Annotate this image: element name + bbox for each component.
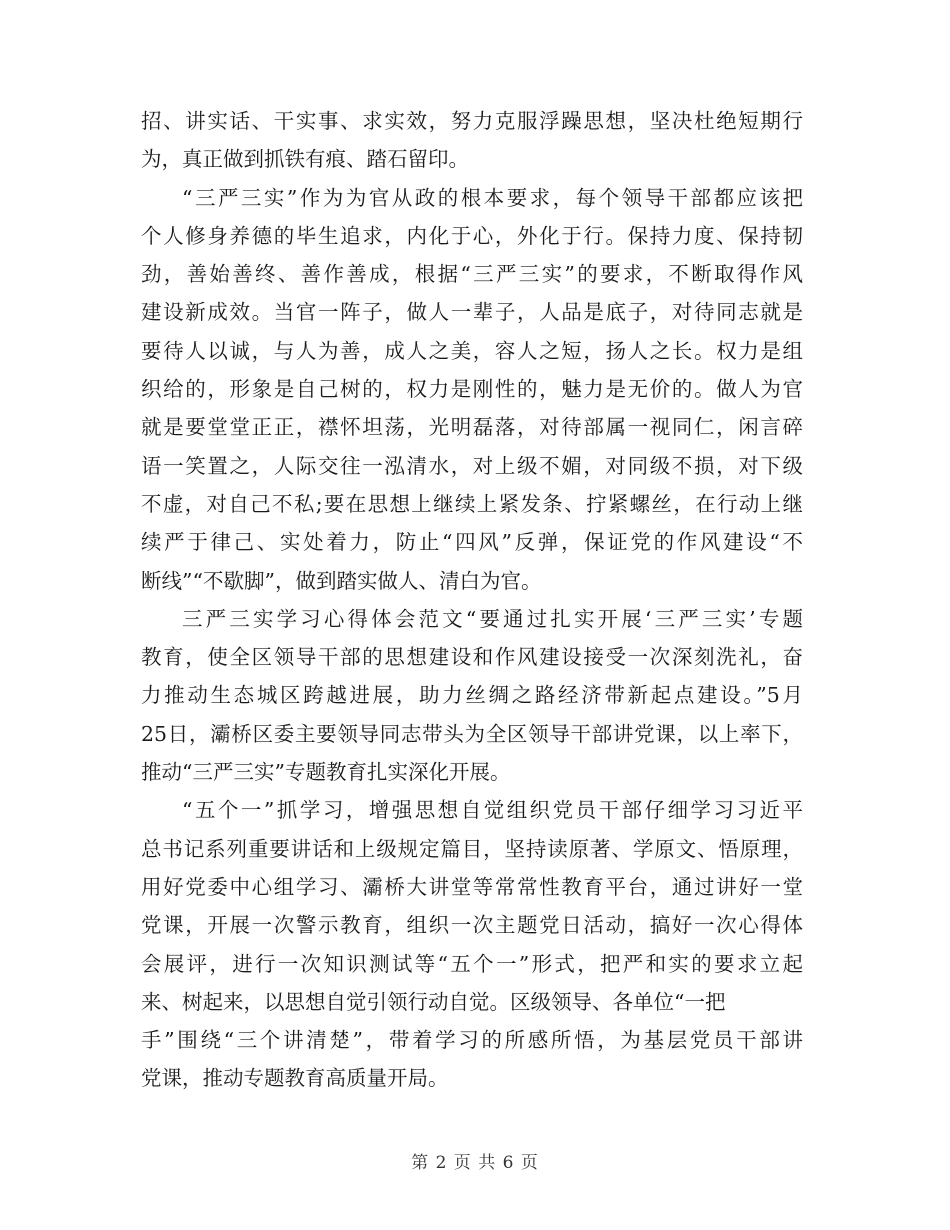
text-line: 语一笑置之，人际交往一泓清水，对上级不媚，对同级不损，对下级 [141,453,803,478]
text-line: 续严于律己、实处着力，防止“四风”反弹，保证党的作风建设“不 [141,530,803,555]
text-line: 来、树起来，以思想自觉引领行动自觉。区级领导、各单位“一把 [141,989,726,1014]
text-line: 不虚，对自己不私;要在思想上继续上紧发条、拧紧螺丝，在行动上继 [141,491,803,516]
text-line: 断线”“不歇脚”，做到踏实做人、清白为官。 [141,568,542,593]
text-line: “三严三实”作为为官从政的根本要求，每个领导干部都应该把 [182,185,803,210]
paragraph [141,102,803,179]
text-line: 党课，推动专题教育高质量开局。 [141,1066,449,1091]
text-line: 25日，灞桥区委主要领导同志带头为全区领导干部讲党课，以上率下， [141,721,803,746]
paragraph [141,600,803,791]
text-line: 为，真正做到抓铁有痕、踏石留印。 [141,147,469,172]
text-line: 个人修身养德的毕生追求，内化于心，外化于行。保持力度、保持韧 [141,223,803,248]
text-line: “五个一”抓学习，增强思想自觉组织党员干部仔细学习习近平 [182,798,803,823]
text-line: 劲，善始善终、善作善成，根据“三严三实”的要求，不断取得作风 [141,262,803,287]
text-line: 力推动生态城区跨越进展，助力丝绸之路经济带新起点建设。”5月 [141,683,803,708]
text-line: 要待人以诚，与人为善，成人之美，容人之短，扬人之长。权力是组 [141,338,803,363]
text-line: 手”围绕“三个讲清楚”，带着学习的所感所悟，为基层党员干部讲 [141,1028,803,1053]
document-body [141,102,803,1098]
text-line: 总书记系列重要讲话和上级规定篇目，坚持读原著、学原文、悟原理， [141,836,803,861]
paragraph [141,179,803,600]
text-line: 党课，开展一次警示教育，组织一次主题党日活动，搞好一次心得体 [141,913,803,938]
text-line: 三严三实学习心得体会范文“要通过扎实开展‘三严三实’专题 [182,606,803,631]
text-line: 建设新成效。当官一阵子，做人一辈子，人品是底子，对待同志就是 [141,300,803,325]
text-line: 会展评，进行一次知识测试等“五个一”形式，把严和实的要求立起 [141,951,803,976]
text-line: 就是要堂堂正正，襟怀坦荡，光明磊落，对待部属一视同仁，闲言碎 [141,415,803,440]
text-line: 推动“三严三实”专题教育扎实深化开展。 [141,760,511,785]
text-line: 教育，使全区领导干部的思想建设和作风建设接受一次深刻洗礼，奋 [141,645,803,670]
text-line: 织给的，形象是自己树的，权力是刚性的，魅力是无价的。做人为官 [141,377,803,402]
page-number-footer: 第 2 页 共 6 页 [411,1153,539,1173]
text-line: 招、讲实话、干实事、求实效，努力克服浮躁思想，坚决杜绝短期行 [141,109,803,133]
paragraph [141,791,803,1097]
text-line: 用好党委中心组学习、灞桥大讲堂等常常性教育平台，通过讲好一堂 [141,874,803,899]
